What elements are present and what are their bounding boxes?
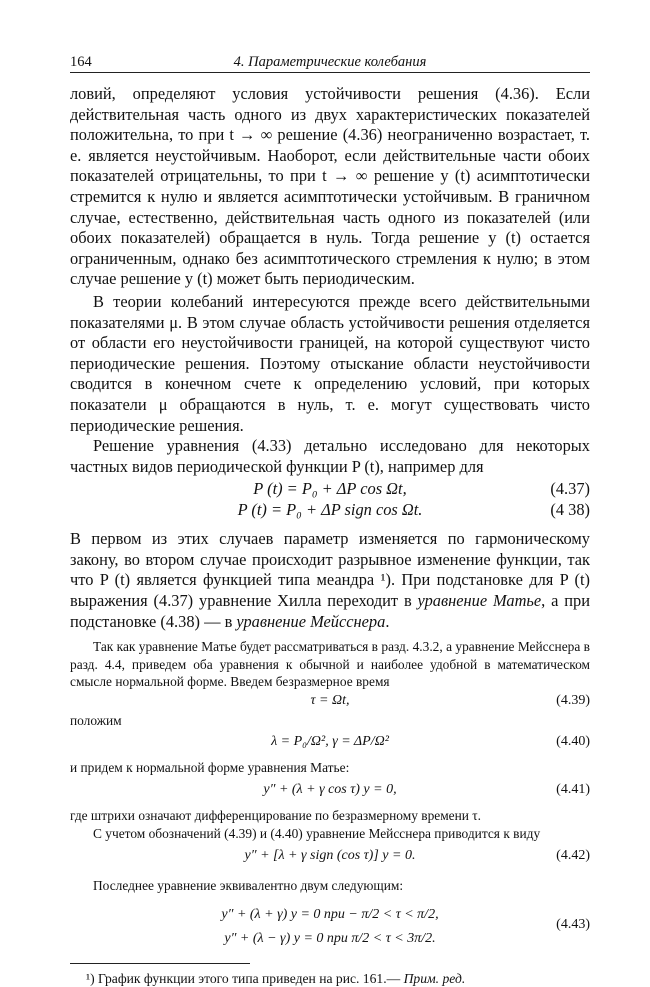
equation-block-437-438 [70,479,590,521]
equation-4-41 [70,782,590,801]
page-number: 164 [70,54,92,70]
chapter-title: 4. Параметрические колебания [233,54,427,70]
equation-body: P (t) = P₀ + ΔP cos Ωt, [253,479,407,499]
small-paragraph-6: Последнее уравнение эквивалентно двум следующим: [93,878,404,894]
equation-body: P (t) = P₀ + ΔP sign cos Ωt. [237,500,423,520]
equation-tag: (4.42) [556,848,590,864]
equation-body: y″ + (λ + γ cos τ) y = 0, [263,782,397,798]
equation-4-39 [70,693,590,712]
paragraph-4-text-c: . [385,611,390,631]
paragraph-4 [70,529,590,632]
paragraph-4-text-a: В первом из этих случаев параметр изменяется по гармоническому закону, во втором случае происходит разрывное изменение функции, так что P (t) является функцией типа меандра ¹). При подстановке для P (t) выражения (4.37) уравнение Хилла переходит в [70,529,590,611]
equation-tag: (4.40) [556,733,590,749]
equation-body: λ = P₀/Ω², γ = ΔP/Ω² [271,733,389,749]
small-paragraph-4: где штрихи означают дифференцирование по безразмерному времени τ. [70,808,482,824]
equation-4-43 [70,903,590,949]
equation-tag: (4.43) [556,917,590,932]
equation-tag: (4.37) [550,479,590,499]
footnote-divider [70,963,250,964]
footnote-area [70,963,590,987]
equation-body: τ = Ωt, [310,693,350,709]
running-header [70,52,590,73]
meissner-equation-term: уравнение Мейсснера [236,611,386,631]
paragraph-1: ловий, определяют условия устойчивости решения (4.36). Если действительная часть одного из двух характеристических показателей положительна, то при t → ∞ решение (4.36) неограниченно возрастает, т. е. является неустойчивым. Наоборот, если действительные части обоих показателей отрицательны, то при t → ∞ решение y (t) асимптотически стремится к нулю и является асимптотически устойчивым. В граничном случае, естественно, действительная часть одного из показателей (или обоих показателей) обращается в нуль. Тогда решение y (t) остается ограниченным, однако без асимптотического стремления к нулю; в этом случае решение y (t) может быть периодическим. [70,84,590,289]
equation-4-40 [70,734,590,753]
equation-4-42 [70,848,590,867]
equation-tag: (4.41) [556,782,590,798]
small-paragraph-5: С учетом обозначений (4.39) и (4.40) уравнение Мейсснера приводится к виду [93,825,541,841]
small-paragraph-2: положим [70,713,122,729]
equation-4-38 [70,500,590,521]
small-paragraph-3: и придем к нормальной форме уравнения Матье: [70,759,350,775]
equation-4-37 [70,479,590,500]
footnote-editor-note: Прим. ред. [403,971,466,986]
paragraph-3: Решение уравнения (4.33) детально исследовано для некоторых частных видов периодической функции P (t), например для [70,436,590,476]
page-content [70,52,590,987]
equation-4-43-line-2: y″ + (λ − γ) y = 0 при π/2 < τ < 3π/2. [224,931,436,946]
equation-tag: (4 38) [550,500,590,520]
small-paragraph-1: Так как уравнение Матье будет рассматриваться в разд. 4.3.2, а уравнение Мейсснера в разд. 4.4, приведем оба уравнения к обычной и наиболее удобной в математическом смысле нормальной форме. Введем безразмерное время [70,639,590,690]
paragraph-2: В теории колебаний интересуются прежде всего действительными показателями μ. В этом случае область устойчивости решения отделяется от области его неустойчивости границей, на которой существуют чисто периодические решения. Поэтому отыскание области неустойчивости сводится в конечном счете к определению условий, при которых показатели μ обращаются в нуль, т. е. могут существовать чисто периодические решения. [70,291,590,435]
footnote [70,970,590,987]
small-print-section [70,638,590,949]
footnote-text: ¹) График функции этого типа приведен на рис. 161.— [86,971,404,986]
equation-4-43-line-1: y″ + (λ + γ) y = 0 при − π/2 < τ < π/2, [221,907,439,922]
paragraph-4-text-b: , а при подстановке (4.38) — в [70,591,590,631]
mathieu-equation-term: уравнение Матье [417,591,542,611]
equation-body: y″ + [λ + γ sign (cos τ)] y = 0. [244,848,416,864]
equation-tag: (4.39) [556,693,590,709]
